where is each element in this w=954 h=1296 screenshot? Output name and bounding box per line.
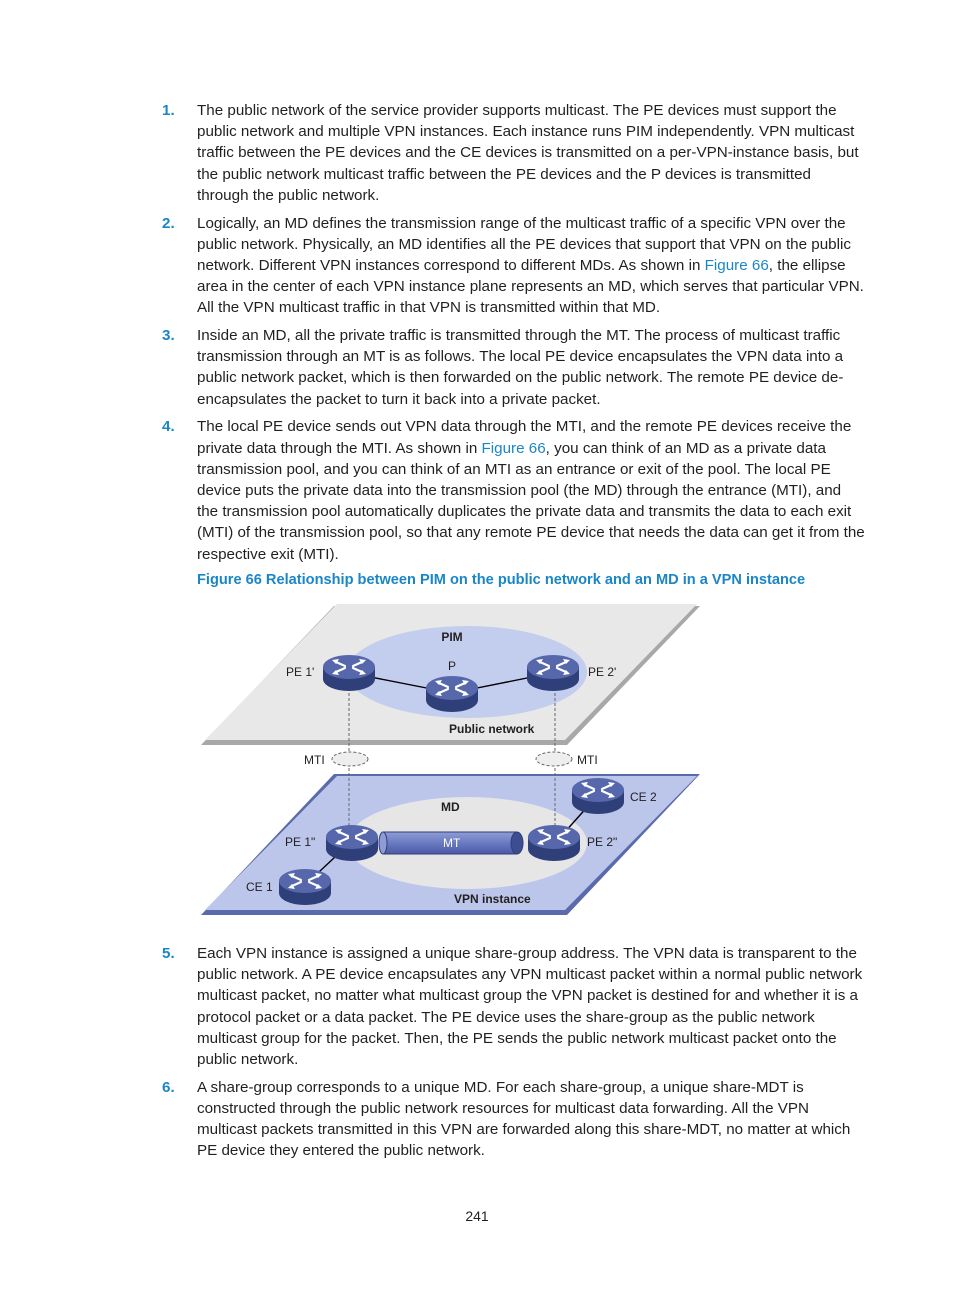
list-item — [162, 100, 866, 206]
public-network-label: Public network — [449, 722, 535, 736]
item-text-cont: , the ellipse area in the center of each VPN instance plane represents an MD, which serves that particular VPN. All the VPN multicast traffic in that VPN is transmitted within that MD. — [197, 256, 864, 317]
item-text: A share-group corresponds to a unique MD. For each share-group, a unique share-MDT is constructed through the public network resources for multicast data forwarding. All the VPN multicast packets transmitted in this VPN are forwarded along this share-MDT, no matter at which PE device they entered the public network. — [197, 1078, 851, 1160]
mti-right-label: MTI — [577, 753, 598, 767]
pe1-top-label: PE 1' — [286, 665, 315, 679]
figure-66-diagram — [195, 600, 715, 925]
item-number: 6. — [162, 1078, 175, 1096]
list-item — [162, 325, 866, 410]
pe2-bottom-label: PE 2" — [587, 835, 618, 849]
item-number: 1. — [162, 102, 175, 119]
vpn-instance-label: VPN instance — [454, 892, 531, 906]
md-label: MD — [441, 800, 460, 814]
numbered-list-bottom — [162, 943, 866, 1168]
item-number: 2. — [162, 214, 175, 232]
pim-label: PIM — [441, 630, 463, 644]
figure-66-link[interactable]: Figure 66 — [704, 256, 769, 274]
item-number: 3. — [162, 327, 175, 345]
numbered-list-top — [162, 100, 866, 571]
list-item — [162, 416, 866, 564]
ce2-label: CE 2 — [630, 790, 657, 804]
list-item — [162, 943, 866, 1070]
mt-label: MT — [443, 836, 461, 850]
router-icon — [323, 655, 375, 691]
mti-left-label: MTI — [304, 753, 325, 767]
list-item — [162, 1077, 866, 1162]
router-icon — [572, 778, 624, 814]
pe1-bottom-label: PE 1" — [285, 835, 316, 849]
item-text: Logically, an MD defines the transmission range of the multicast traffic of a specific VPN over the public network. Physically, an MD identifies all the PE devices that support that VPN on the public network. Different VPN instances correspond to different MDs. As shown in — [197, 214, 851, 274]
figure-66-link[interactable]: Figure 66 — [481, 439, 546, 457]
pe2-top-label: PE 2' — [588, 665, 617, 679]
router-icon — [528, 825, 580, 861]
router-icon — [527, 655, 579, 691]
item-number: 5. — [162, 945, 175, 962]
item-text-cont: , you can think of an MD as a private data transmission pool, and you can think of an MTI as an entrance or exit of the pool. The local PE device puts the private data into the transmission pool (the MD) through the entrance (MTI), and the transmission pool automatically duplicates the private data and transmits the data to each exit (MTI) of the transmission pool, so that any remote PE device that needs the data can get it from the respective exit (MTI). — [197, 439, 865, 563]
item-number: 4. — [162, 418, 175, 436]
list-item — [162, 213, 866, 319]
router-icon — [279, 869, 331, 905]
item-text: Each VPN instance is assigned a unique share-group address. The VPN data is transparent to the public network. A PE device encapsulates any VPN multicast packet within a normal public network multicast packet, no matter what multicast group the VPN packet is destined for and whether it is a protocol packet or a data packet. The PE device uses the share-group as the public network multicast group for the packet. Then, the PE sends the public network multicast packet onto the public network. — [197, 945, 863, 1069]
item-text: The public network of the service provider supports multicast. The PE devices must support the public network and multiple VPN instances. Each instance runs PIM independently. VPN multicast traffic between the PE devices and the CE devices is transmitted on a per-VPN-instance basis, but the public network multicast traffic between the PE devices and the P devices is transmitted through the public network. — [197, 102, 859, 204]
item-text: The local PE device sends out VPN data through the MTI, and the remote PE devices receive the private data through the MTI. As shown in — [197, 418, 852, 457]
router-icon — [326, 825, 378, 861]
item-text: Inside an MD, all the private traffic is transmitted through the MT. The process of multicast traffic transmission through an MT is as follows. The local PE device encapsulates the VPN data into a public network packet, which is then forwarded on the public network. The remote PE device de-encapsulates the packet to turn it back into a private packet. — [197, 327, 844, 408]
ce1-label: CE 1 — [246, 880, 273, 894]
p-router-label: P — [447, 659, 457, 673]
page-number: 241 — [465, 1208, 489, 1224]
router-icon — [426, 676, 478, 712]
figure-caption: Figure 66 Relationship between PIM on the public network and an MD in a VPN instance — [197, 572, 806, 588]
